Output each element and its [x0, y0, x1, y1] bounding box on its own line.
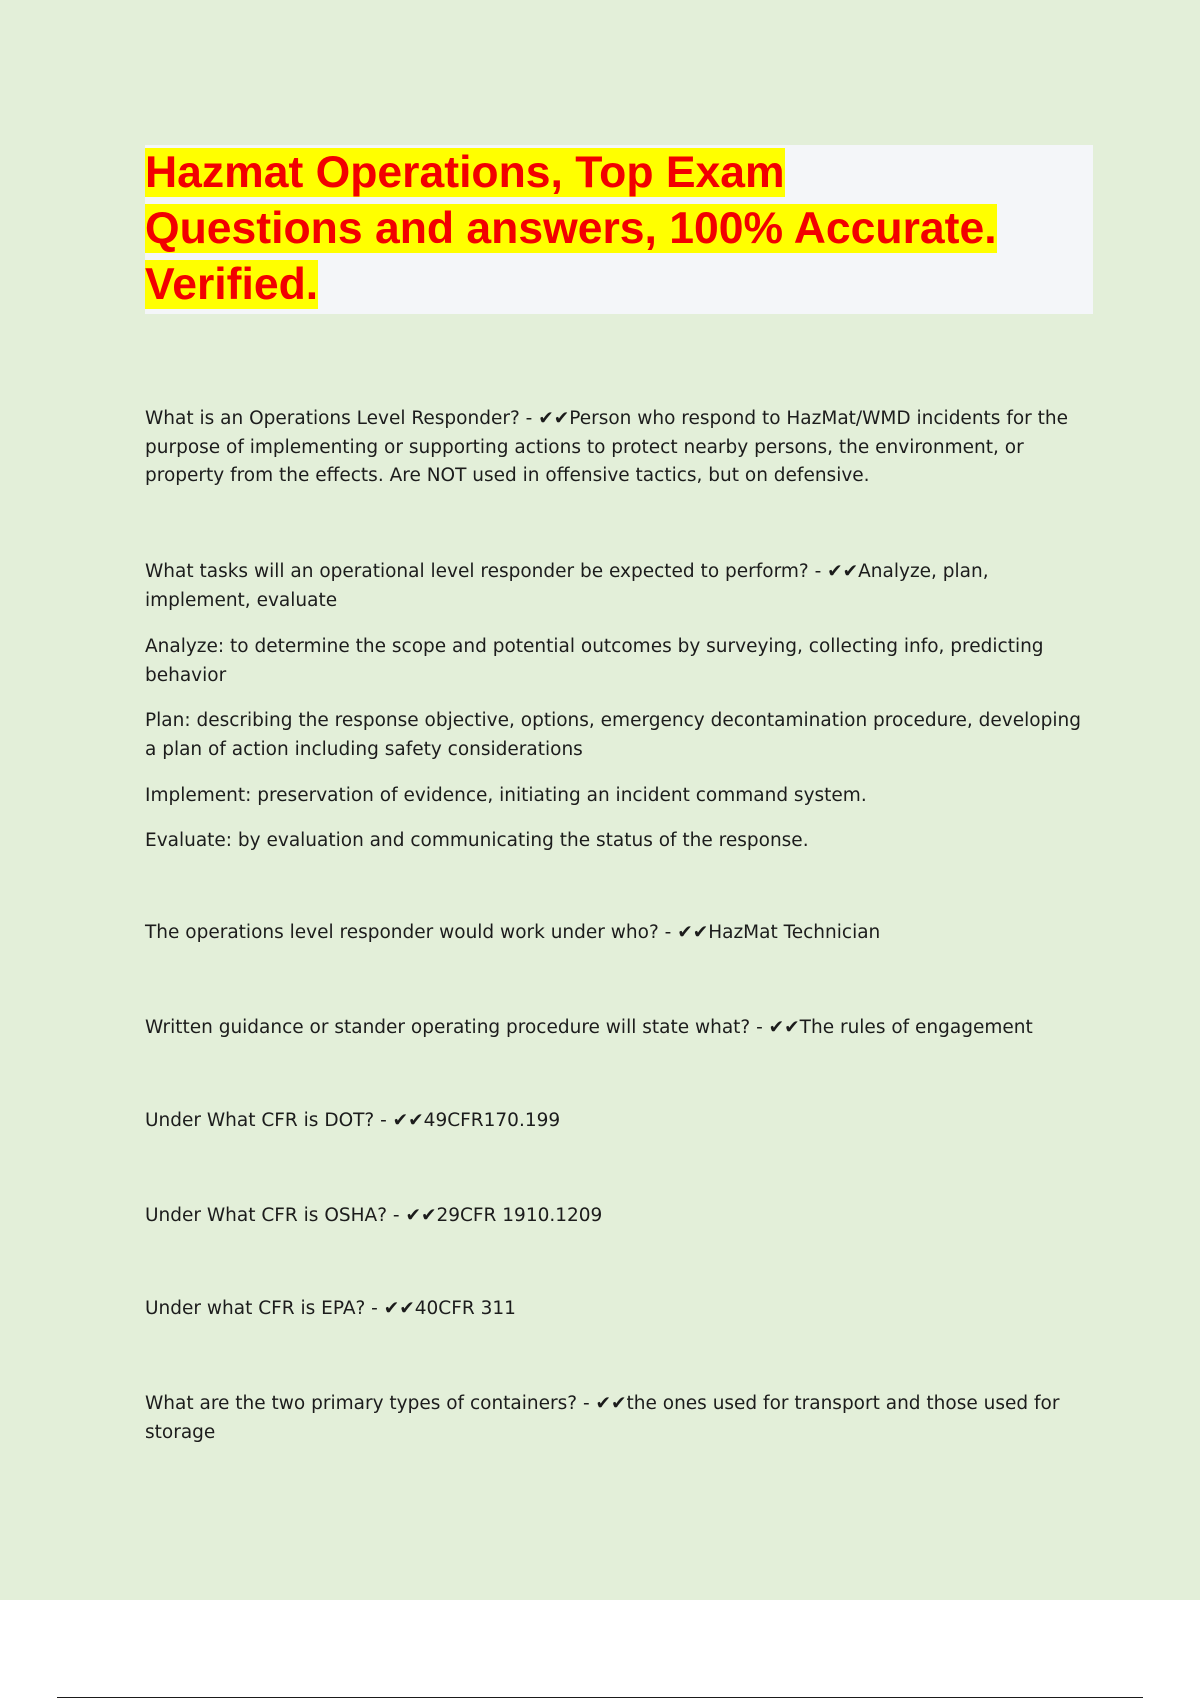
qa-cfr-osha: Under What CFR is OSHA? - ✔✔29CFR 1910.1209 [145, 1205, 603, 1226]
task-evaluate: Evaluate: by evaluation and communicating the status of the response. [145, 830, 809, 851]
task-implement: Implement: preservation of evidence, initiating an incident command system. [145, 785, 867, 806]
qa-operational-tasks: What tasks will an operational level responder be expected to perform? - ✔✔Analyze, plan, implement, evaluate [145, 561, 989, 611]
qa-container-types: What are the two primary types of containers? - ✔✔the ones used for transport and those used for storage [145, 1393, 1060, 1443]
title-line-2: Questions and answers, 100% Accurate. [145, 204, 997, 253]
qa-cfr-epa: Under what CFR is EPA? - ✔✔40CFR 311 [145, 1298, 516, 1319]
qa-written-guidance: Written guidance or stander operating procedure will state what? - ✔✔The rules of engagement [145, 1017, 1033, 1038]
title-line-1: Hazmat Operations, Top Exam [145, 148, 785, 197]
qa-cfr-dot: Under What CFR is DOT? - ✔✔49CFR170.199 [145, 1110, 561, 1131]
task-plan: Plan: describing the response objective, options, emergency decontamination procedure, developing a plan of action including safety considerations [145, 710, 1081, 760]
qa-operations-level-responder: What is an Operations Level Responder? - ✔✔Person who respond to HazMat/WMD incidents for the purpose of implementing or supporting actions to protect nearby persons, the environment, or property from the effects. Are NOT used in offensive tactics, but on defensive. [145, 408, 1068, 486]
title-block [145, 145, 1093, 314]
title-line-3: Verified. [145, 260, 319, 309]
qa-work-under: The operations level responder would work under who? - ✔✔HazMat Technician [145, 922, 881, 943]
footer-divider [57, 1697, 1143, 1698]
task-analyze: Analyze: to determine the scope and potential outcomes by surveying, collecting info, predicting behavior [145, 636, 1044, 686]
document-title [145, 145, 1093, 313]
